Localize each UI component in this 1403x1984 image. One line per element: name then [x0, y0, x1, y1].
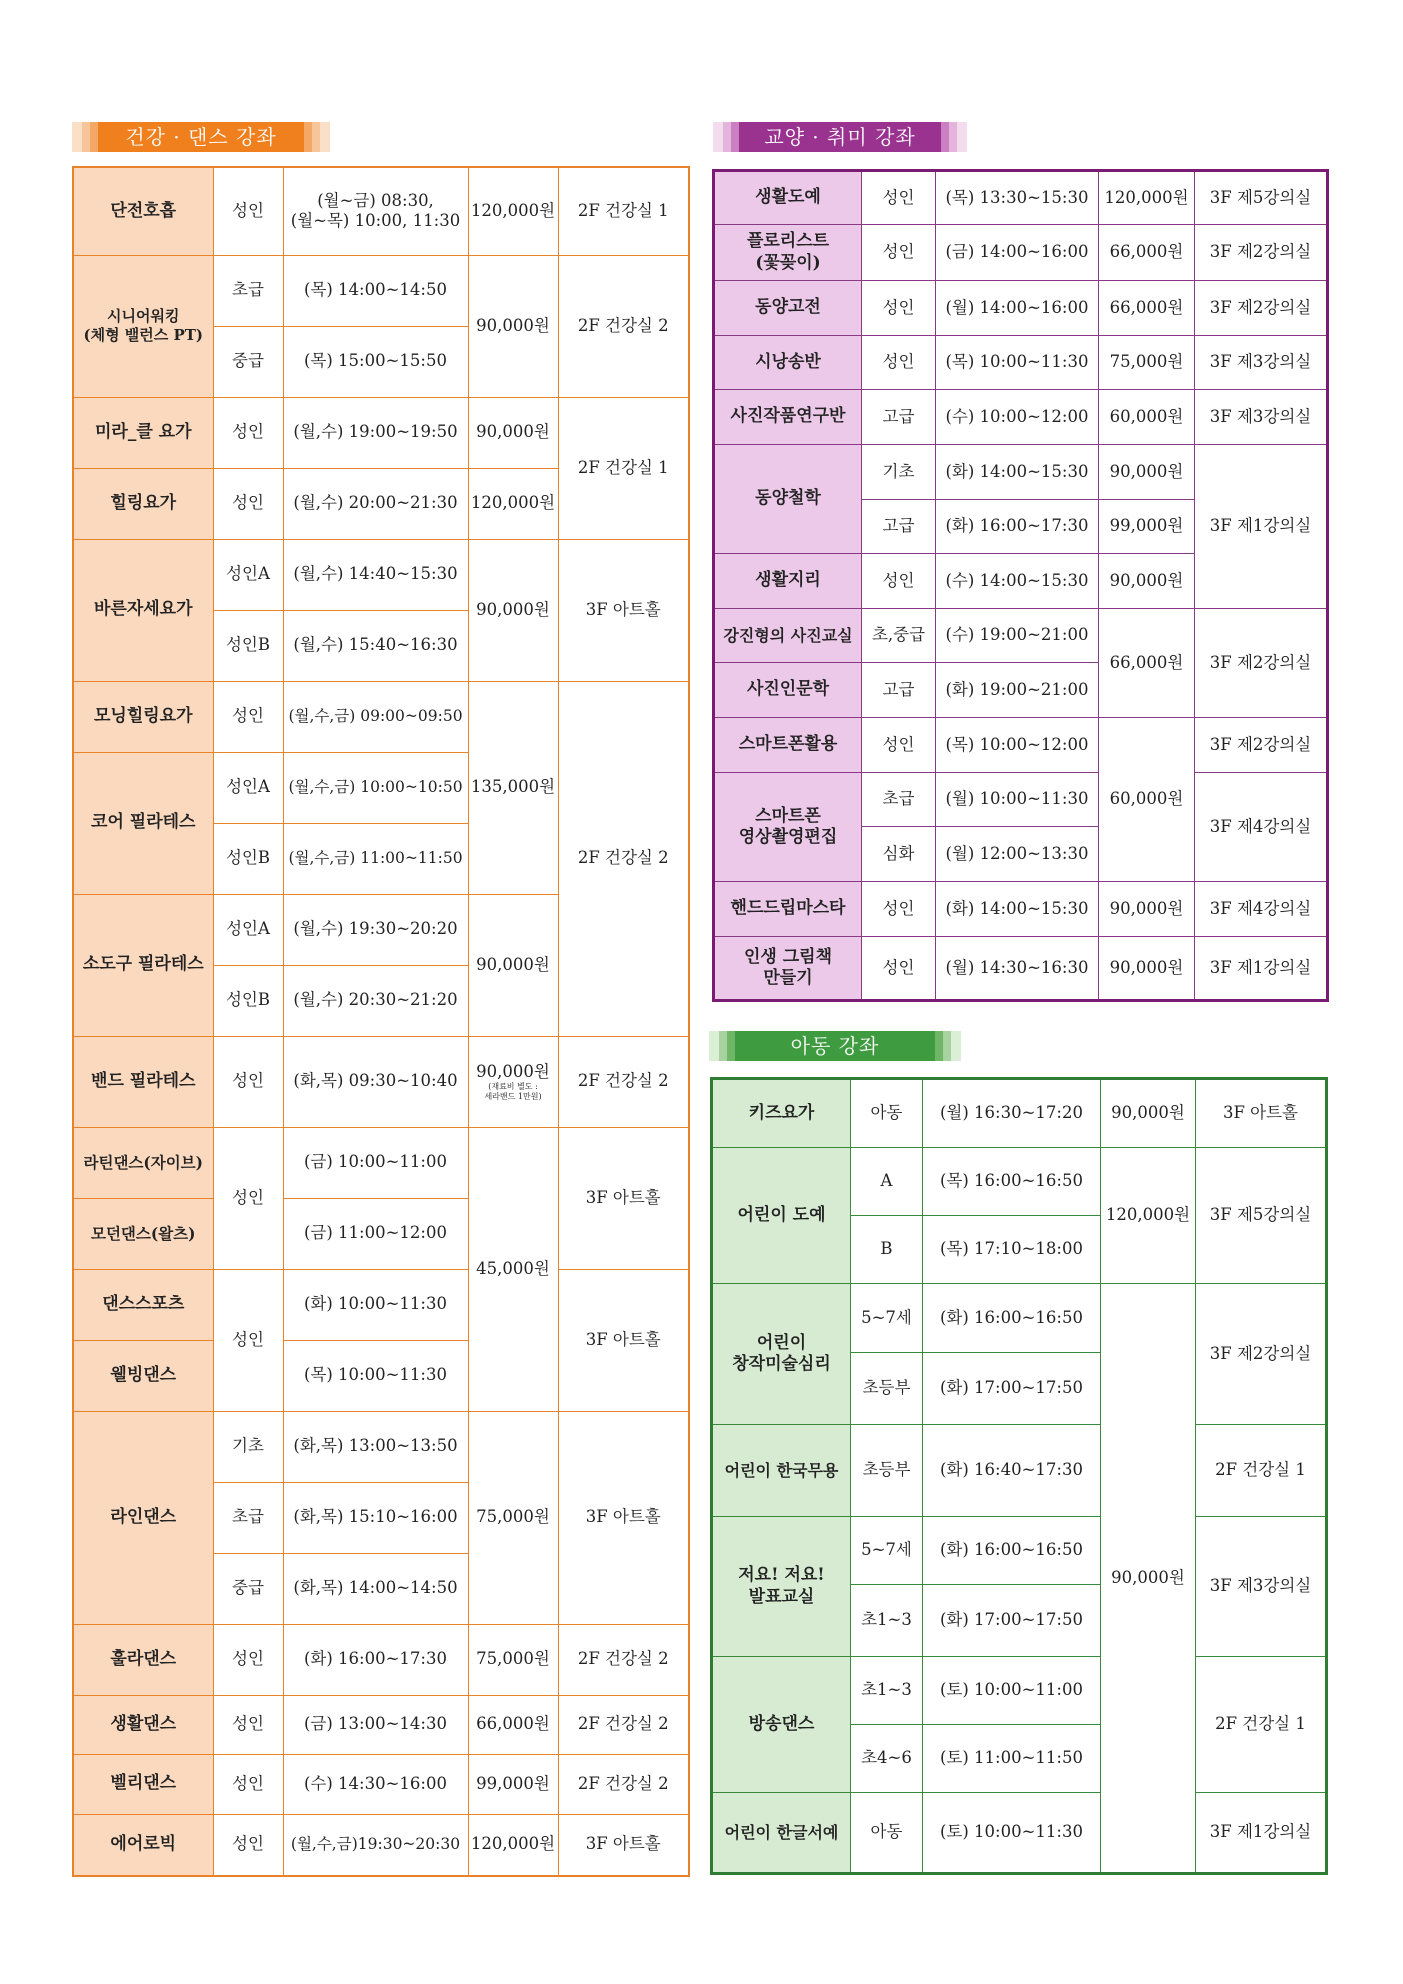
name-line-1: 스마트폰: [755, 805, 821, 826]
course-time: (목) 15:00~15:50: [283, 326, 468, 397]
course-level: 성인: [213, 1695, 283, 1754]
course-time: (목) 16:00~16:50: [923, 1148, 1101, 1216]
course-room: 3F 제5강의실: [1195, 171, 1328, 225]
course-time: (화) 19:00~21:00: [936, 663, 1099, 718]
course-level: 성인: [213, 1269, 283, 1411]
kids-banner: [709, 1031, 961, 1061]
course-time: (화) 14:00~15:30: [936, 882, 1099, 937]
course-fee: 75,000원: [468, 1624, 558, 1695]
course-room: 2F 건강실 1: [1196, 1425, 1327, 1517]
table-row: [714, 718, 1328, 773]
course-time: (수) 10:00~12:00: [936, 390, 1099, 445]
course-level: 기초: [213, 1411, 283, 1482]
name-line-1: 어린이: [756, 1332, 807, 1353]
table-row: [714, 390, 1328, 445]
course-room: 2F 건강실 2: [558, 1624, 689, 1695]
course-time: (화) 14:00~15:30: [936, 445, 1099, 500]
course-fee: 90,000원: [468, 397, 558, 468]
table-row: [73, 1127, 689, 1198]
fee-note-2: 세라밴드 1만원): [484, 1091, 542, 1101]
course-fee: 90,000원: [1099, 445, 1195, 500]
course-room: 3F 제2강의실: [1195, 718, 1328, 773]
course-time: (월,수) 20:30~21:20: [283, 965, 468, 1036]
table-row: [714, 171, 1328, 225]
course-name: 라인댄스: [73, 1411, 213, 1624]
name-line-1: 플로리스트: [746, 231, 830, 252]
culture-banner: [713, 122, 967, 152]
course-time: (월,수) 15:40~16:30: [283, 610, 468, 681]
course-level: 초4~6: [851, 1725, 923, 1793]
course-fee: 90,000원: [1101, 1079, 1196, 1148]
course-time: (목) 10:00~11:30: [936, 336, 1099, 390]
course-fee: 120,000원: [1101, 1148, 1196, 1284]
name-line-2: (꽃꽂이): [755, 252, 821, 273]
course-name: 방송댄스: [712, 1657, 851, 1793]
table-row: [73, 1269, 689, 1340]
course-level: 성인: [862, 281, 936, 336]
course-fee: 90,000원: [468, 539, 558, 681]
course-level: 성인: [862, 554, 936, 609]
course-fee: 90,000원: [1101, 1284, 1196, 1874]
course-level: 중급: [213, 326, 283, 397]
course-level: 성인: [213, 167, 283, 255]
course-level: 기초: [862, 445, 936, 500]
course-fee: 66,000원: [1099, 225, 1195, 281]
course-room: 3F 제3강의실: [1195, 336, 1328, 390]
course-fee: 90,000원: [1099, 554, 1195, 609]
course-level: 고급: [862, 390, 936, 445]
course-time: (월,수) 14:40~15:30: [283, 539, 468, 610]
course-room: 2F 건강실 2: [558, 255, 689, 397]
course-name: [714, 773, 862, 882]
course-fee: 45,000원: [468, 1127, 558, 1411]
course-room: 2F 건강실 1: [1196, 1657, 1327, 1793]
course-name: [73, 255, 213, 397]
course-level: 성인: [862, 336, 936, 390]
course-time: (월,수,금) 10:00~10:50: [283, 752, 468, 823]
course-name: 단전호흡: [73, 167, 213, 255]
course-room: 3F 제3강의실: [1196, 1517, 1327, 1657]
course-room: 3F 제4강의실: [1195, 773, 1328, 882]
course-level: B: [851, 1216, 923, 1284]
course-level: 성인: [213, 1624, 283, 1695]
table-row: [714, 225, 1328, 281]
course-level: 성인: [862, 882, 936, 937]
course-time: (화,목) 09:30~10:40: [283, 1036, 468, 1127]
course-room: 3F 제4강의실: [1195, 882, 1328, 937]
course-time: (화) 16:00~16:50: [923, 1517, 1101, 1585]
table-row: [712, 1148, 1327, 1216]
course-time: (화,목) 15:10~16:00: [283, 1482, 468, 1553]
kids-title: 아동 강좌: [735, 1031, 935, 1061]
course-time: (금) 13:00~14:30: [283, 1695, 468, 1754]
course-name: 사진인문학: [714, 663, 862, 718]
course-time: (목) 10:00~11:30: [283, 1340, 468, 1411]
course-time: (수) 19:00~21:00: [936, 609, 1099, 663]
course-level: 성인: [213, 1127, 283, 1269]
name-line-1: 시니어워킹: [107, 307, 180, 326]
name-line-1: 인생 그림책: [743, 946, 833, 967]
course-name: 동양철학: [714, 445, 862, 554]
course-room: 2F 건강실 1: [558, 167, 689, 255]
course-name: [712, 1284, 851, 1425]
course-name: 핸드드립마스타: [714, 882, 862, 937]
course-time: (목) 13:30~15:30: [936, 171, 1099, 225]
course-level: 성인A: [213, 539, 283, 610]
course-level: 성인B: [213, 965, 283, 1036]
culture-title: 교양 · 취미 강좌: [739, 122, 941, 152]
course-time: (월) 14:30~16:30: [936, 937, 1099, 1001]
course-level: 성인: [862, 937, 936, 1001]
course-room: 3F 아트홀: [558, 1269, 689, 1411]
course-level: 고급: [862, 500, 936, 554]
course-time: (화) 16:40~17:30: [923, 1425, 1101, 1517]
course-time: (월) 16:30~17:20: [923, 1079, 1101, 1148]
name-line-2: 영상촬영편집: [738, 827, 838, 847]
course-fee: 75,000원: [1099, 336, 1195, 390]
course-room: 2F 건강실 2: [558, 1754, 689, 1814]
time-line-1: (월~금) 08:30,: [317, 190, 434, 210]
course-name: 스마트폰활용: [714, 718, 862, 773]
course-name: 모닝힐링요가: [73, 681, 213, 752]
table-row: [712, 1079, 1327, 1148]
course-name: 어린이 도예: [712, 1148, 851, 1284]
course-level: 초1~3: [851, 1585, 923, 1657]
table-row: [73, 1036, 689, 1127]
course-fee: 66,000원: [468, 1695, 558, 1754]
course-name: 강진형의 사진교실: [714, 609, 862, 663]
course-room: 3F 제1강의실: [1196, 1793, 1327, 1874]
course-fee: 60,000원: [1099, 718, 1195, 882]
course-name: 미라_클 요가: [73, 397, 213, 468]
course-fee: 90,000원: [468, 894, 558, 1036]
course-time: (화,목) 14:00~14:50: [283, 1553, 468, 1624]
table-row: [712, 1793, 1327, 1874]
table-row: [73, 1695, 689, 1754]
course-time: (화) 17:00~17:50: [923, 1353, 1101, 1425]
course-level: 성인: [213, 1036, 283, 1127]
course-level: 5~7세: [851, 1284, 923, 1353]
course-name: 동양고전: [714, 281, 862, 336]
course-level: 5~7세: [851, 1517, 923, 1585]
course-level: 초급: [862, 773, 936, 827]
course-name: 벨리댄스: [73, 1754, 213, 1814]
health-banner: [72, 122, 330, 152]
course-time: (월,수,금) 09:00~09:50: [283, 681, 468, 752]
table-row: [714, 336, 1328, 390]
table-row: [712, 1657, 1327, 1725]
table-row: [73, 1814, 689, 1876]
course-level: 초급: [213, 1482, 283, 1553]
course-level: 고급: [862, 663, 936, 718]
course-room: 2F 건강실 2: [558, 1695, 689, 1754]
course-room: 3F 아트홀: [558, 539, 689, 681]
course-name: 웰빙댄스: [73, 1340, 213, 1411]
course-room: 2F 건강실 2: [558, 681, 689, 1036]
course-time: (토) 10:00~11:30: [923, 1793, 1101, 1874]
fee-note-1: (재료비 별도 :: [488, 1082, 538, 1092]
course-name: 어린이 한국무용: [712, 1425, 851, 1517]
time-line-2: (월~목) 10:00, 11:30: [290, 211, 461, 231]
course-name: 소도구 필라테스: [73, 894, 213, 1036]
course-level: 심화: [862, 827, 936, 882]
course-time: (월) 10:00~11:30: [936, 773, 1099, 827]
course-name: 생활도예: [714, 171, 862, 225]
course-fee: 90,000원: [1099, 882, 1195, 937]
table-row: [73, 1411, 689, 1482]
course-fee: 135,000원: [468, 681, 558, 894]
name-line-2: 발표교실: [748, 1586, 815, 1607]
course-level: 초1~3: [851, 1657, 923, 1725]
name-line-2: (체형 밸런스 PT): [83, 326, 204, 344]
fee-value: 90,000원: [476, 1061, 550, 1081]
course-time: (금) 10:00~11:00: [283, 1127, 468, 1198]
course-level: 중급: [213, 1553, 283, 1624]
table-row: [712, 1284, 1327, 1353]
course-level: 성인B: [213, 823, 283, 894]
course-time: (목) 14:00~14:50: [283, 255, 468, 326]
course-level: 아동: [851, 1793, 923, 1874]
table-row: [712, 1517, 1327, 1585]
course-name: 사진작품연구반: [714, 390, 862, 445]
course-level: 성인: [213, 1754, 283, 1814]
course-room: 3F 제1강의실: [1195, 445, 1328, 609]
course-level: 성인: [862, 225, 936, 281]
course-level: 성인: [213, 1814, 283, 1876]
health-title: 건강 · 댄스 강좌: [98, 122, 304, 152]
course-time: (월,수) 20:00~21:30: [283, 468, 468, 539]
table-row: [73, 397, 689, 468]
course-name: 코어 필라테스: [73, 752, 213, 894]
course-time: (수) 14:30~16:00: [283, 1754, 468, 1814]
course-level: 성인: [213, 681, 283, 752]
table-row: [714, 773, 1328, 827]
course-name: 훌라댄스: [73, 1624, 213, 1695]
name-line-2: 창작미술심리: [732, 1354, 831, 1374]
course-fee: 90,000원: [468, 255, 558, 397]
course-time: (목) 10:00~12:00: [936, 718, 1099, 773]
course-time: (화,목) 13:00~13:50: [283, 1411, 468, 1482]
course-time: (화) 16:00~17:30: [936, 500, 1099, 554]
course-name: 에어로빅: [73, 1814, 213, 1876]
course-room: 3F 제2강의실: [1195, 609, 1328, 718]
course-time: (토) 11:00~11:50: [923, 1725, 1101, 1793]
course-name: [712, 1517, 851, 1657]
table-row: [714, 609, 1328, 663]
course-room: 3F 제3강의실: [1195, 390, 1328, 445]
course-fee: 120,000원: [468, 468, 558, 539]
table-row: [73, 255, 689, 326]
course-level: 성인A: [213, 894, 283, 965]
course-name: 밴드 필라테스: [73, 1036, 213, 1127]
course-level: 성인: [862, 718, 936, 773]
course-time: (화) 16:00~16:50: [923, 1284, 1101, 1353]
course-level: 성인B: [213, 610, 283, 681]
course-time: (토) 10:00~11:00: [923, 1657, 1101, 1725]
table-row: [73, 167, 689, 255]
course-fee: 66,000원: [1099, 609, 1195, 718]
course-level: 초,중급: [862, 609, 936, 663]
course-name: 시낭송반: [714, 336, 862, 390]
course-level: 성인: [213, 397, 283, 468]
course-name: 힐링요가: [73, 468, 213, 539]
course-level: 성인: [862, 171, 936, 225]
course-time: (화) 16:00~17:30: [283, 1624, 468, 1695]
course-fee: 99,000원: [1099, 500, 1195, 554]
table-row: [73, 1624, 689, 1695]
course-room: 3F 아트홀: [558, 1411, 689, 1624]
course-name: 모던댄스(왈츠): [73, 1198, 213, 1269]
course-fee: 66,000원: [1099, 281, 1195, 336]
course-room: 3F 제2강의실: [1195, 225, 1328, 281]
course-name: 라틴댄스(자이브): [73, 1127, 213, 1198]
course-time: (수) 14:00~15:30: [936, 554, 1099, 609]
culture-table: [712, 169, 1329, 1002]
course-fee: [468, 1036, 558, 1127]
course-room: 3F 아트홀: [558, 1814, 689, 1876]
course-name: 키즈요가: [712, 1079, 851, 1148]
course-room: 3F 제2강의실: [1196, 1284, 1327, 1425]
course-time: (월,수) 19:30~20:20: [283, 894, 468, 965]
course-time: (월) 14:00~16:00: [936, 281, 1099, 336]
course-level: 성인A: [213, 752, 283, 823]
course-room: 3F 제1강의실: [1195, 937, 1328, 1001]
table-row: [73, 1754, 689, 1814]
course-fee: 120,000원: [1099, 171, 1195, 225]
table-row: [714, 281, 1328, 336]
course-time: (화) 10:00~11:30: [283, 1269, 468, 1340]
course-name: 생활댄스: [73, 1695, 213, 1754]
course-level: 초등부: [851, 1425, 923, 1517]
course-time: (금) 11:00~12:00: [283, 1198, 468, 1269]
course-room: 3F 제2강의실: [1195, 281, 1328, 336]
table-row: [712, 1425, 1327, 1517]
course-room: 2F 건강실 1: [558, 397, 689, 539]
course-fee: 90,000원: [1099, 937, 1195, 1001]
table-row: [714, 937, 1328, 1001]
course-name: [714, 225, 862, 281]
course-level: 아동: [851, 1079, 923, 1148]
table-row: [73, 681, 689, 752]
course-room: 3F 아트홀: [558, 1127, 689, 1269]
name-line-2: 만들기: [763, 968, 813, 988]
course-time: (목) 17:10~18:00: [923, 1216, 1101, 1284]
course-time: (월,수) 19:00~19:50: [283, 397, 468, 468]
course-time: (화) 17:00~17:50: [923, 1585, 1101, 1657]
course-room: 2F 건강실 2: [558, 1036, 689, 1127]
course-fee: 99,000원: [468, 1754, 558, 1814]
course-room: 3F 제5강의실: [1196, 1148, 1327, 1284]
course-level: 초급: [213, 255, 283, 326]
course-name: 댄스스포츠: [73, 1269, 213, 1340]
course-fee: 120,000원: [468, 167, 558, 255]
course-name: 어린이 한글서예: [712, 1793, 851, 1874]
course-name: [714, 937, 862, 1001]
kids-table: [710, 1077, 1328, 1875]
course-room: 3F 아트홀: [1196, 1079, 1327, 1148]
course-time: [283, 167, 468, 255]
course-time: (월,수,금) 11:00~11:50: [283, 823, 468, 894]
table-row: [714, 882, 1328, 937]
course-fee: 60,000원: [1099, 390, 1195, 445]
course-time: (월) 12:00~13:30: [936, 827, 1099, 882]
name-line-1: 저요! 저요!: [738, 1565, 825, 1586]
course-level: 초등부: [851, 1353, 923, 1425]
course-time: (월,수,금)19:30~20:30: [283, 1814, 468, 1876]
table-row: [73, 539, 689, 610]
table-row: [714, 445, 1328, 500]
course-name: 생활지리: [714, 554, 862, 609]
course-time: (금) 14:00~16:00: [936, 225, 1099, 281]
course-name: 바른자세요가: [73, 539, 213, 681]
course-level: A: [851, 1148, 923, 1216]
health-table: [72, 166, 690, 1877]
course-level: 성인: [213, 468, 283, 539]
course-fee: 120,000원: [468, 1814, 558, 1876]
course-fee: 75,000원: [468, 1411, 558, 1624]
